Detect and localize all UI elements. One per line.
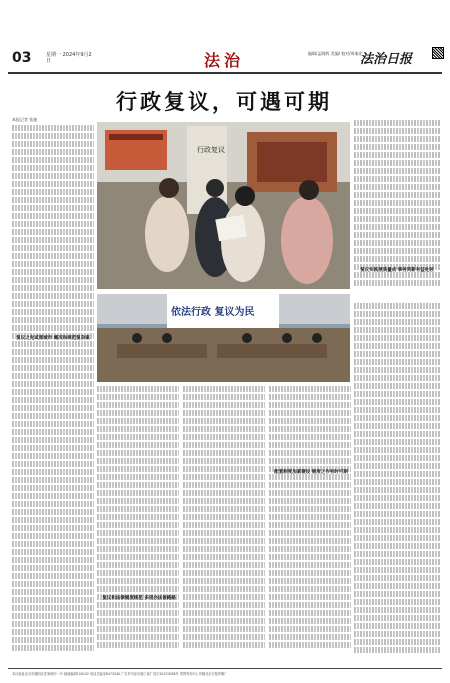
text-line	[354, 391, 440, 397]
text-line	[354, 599, 440, 605]
text-line	[354, 248, 440, 254]
text-line	[354, 399, 440, 405]
text-line	[354, 216, 440, 222]
text-line	[12, 157, 94, 163]
text-line	[12, 429, 94, 435]
text-line	[97, 394, 179, 400]
text-line	[269, 530, 351, 536]
text-line	[183, 482, 265, 488]
text-line	[12, 541, 94, 547]
text-line	[97, 610, 179, 616]
text-line	[354, 144, 440, 150]
text-line	[183, 626, 265, 632]
text-line	[269, 610, 351, 616]
text-line	[183, 418, 265, 424]
text-line	[12, 245, 94, 251]
text-line	[183, 618, 265, 624]
text-column-left	[12, 125, 94, 655]
text-line	[12, 269, 94, 275]
text-line	[12, 629, 94, 635]
text-line	[183, 474, 265, 480]
text-line	[354, 176, 440, 182]
text-line	[12, 453, 94, 459]
text-line	[97, 634, 179, 640]
text-line	[269, 418, 351, 424]
text-line	[183, 426, 265, 432]
text-line	[12, 477, 94, 483]
text-line	[354, 631, 440, 637]
text-line	[354, 343, 440, 349]
text-line	[354, 232, 440, 238]
text-line	[269, 434, 351, 440]
text-line	[183, 538, 265, 544]
text-line	[354, 495, 440, 501]
text-line	[97, 482, 179, 488]
text-line	[12, 141, 94, 147]
text-line	[183, 490, 265, 496]
photo-hearing-room	[97, 294, 350, 382]
text-line	[354, 607, 440, 613]
text-line	[97, 506, 179, 512]
text-line	[183, 586, 265, 592]
text-line	[12, 549, 94, 555]
text-line	[183, 578, 265, 584]
text-line	[354, 303, 440, 309]
text-line	[269, 402, 351, 408]
text-line	[12, 277, 94, 283]
text-line	[97, 466, 179, 472]
text-line	[269, 442, 351, 448]
text-line	[183, 434, 265, 440]
text-line	[183, 570, 265, 576]
text-line	[354, 431, 440, 437]
footer-divider	[8, 668, 442, 669]
text-line	[12, 509, 94, 515]
text-line	[354, 447, 440, 453]
text-line	[12, 133, 94, 139]
text-line	[269, 522, 351, 528]
text-line	[12, 405, 94, 411]
text-line	[269, 506, 351, 512]
text-line	[12, 613, 94, 619]
text-line	[354, 335, 440, 341]
text-line	[183, 506, 265, 512]
text-line	[354, 407, 440, 413]
text-line	[269, 498, 351, 504]
text-line	[354, 208, 440, 214]
text-line	[97, 522, 179, 528]
text-line	[12, 365, 94, 371]
text-line	[97, 618, 179, 624]
text-line	[183, 466, 265, 472]
text-line	[12, 229, 94, 235]
text-line	[354, 567, 440, 573]
text-line	[183, 522, 265, 528]
text-line	[354, 120, 440, 126]
text-line	[354, 224, 440, 230]
text-line	[97, 530, 179, 536]
text-line	[12, 381, 94, 387]
text-line	[354, 591, 440, 597]
text-line	[12, 293, 94, 299]
text-line	[354, 535, 440, 541]
text-line	[183, 394, 265, 400]
text-line	[12, 205, 94, 211]
text-line	[97, 402, 179, 408]
text-line	[12, 605, 94, 611]
text-line	[354, 351, 440, 357]
text-line	[183, 442, 265, 448]
text-line	[269, 618, 351, 624]
text-line	[354, 319, 440, 325]
text-line	[97, 426, 179, 432]
text-line	[269, 634, 351, 640]
text-line	[97, 474, 179, 480]
text-line	[269, 450, 351, 456]
text-line	[97, 562, 179, 568]
text-line	[12, 149, 94, 155]
text-line	[12, 637, 94, 643]
text-line	[12, 493, 94, 499]
text-line	[269, 410, 351, 416]
text-line	[97, 626, 179, 632]
text-column-bottom-1	[97, 386, 179, 655]
editors-credit: 编辑/孟晓辉 美编/ 校对/周秦宏	[308, 51, 363, 56]
text-line	[12, 485, 94, 491]
text-line	[183, 530, 265, 536]
text-line	[269, 426, 351, 432]
text-line	[97, 490, 179, 496]
qr-code-icon	[432, 47, 444, 59]
text-line	[354, 487, 440, 493]
text-line	[12, 357, 94, 363]
text-line	[354, 168, 440, 174]
text-line	[354, 359, 440, 365]
text-line	[97, 642, 179, 648]
text-line	[354, 184, 440, 190]
text-line	[97, 450, 179, 456]
text-line	[97, 434, 179, 440]
text-line	[354, 551, 440, 557]
text-line	[12, 213, 94, 219]
text-line	[269, 578, 351, 584]
text-line	[354, 647, 440, 653]
text-line	[183, 402, 265, 408]
text-line	[183, 610, 265, 616]
text-line	[97, 570, 179, 576]
text-line	[12, 237, 94, 243]
text-line	[354, 383, 440, 389]
text-line	[12, 437, 94, 443]
footer-info: 本社址址北京市朝阳区花家地甲一号 邮政编码100102 电话总编室8473340 广告许可证京朝工商广登字20170058号 零售每份2元 印刷北京日报印刷厂	[12, 672, 228, 676]
text-line	[183, 594, 265, 600]
text-line	[269, 602, 351, 608]
text-line	[354, 280, 440, 286]
hearing-banner-text: 依法行政 复议为民	[171, 307, 255, 318]
text-line	[183, 554, 265, 560]
text-line	[183, 562, 265, 568]
text-line	[97, 602, 179, 608]
text-line	[269, 514, 351, 520]
text-line	[269, 490, 351, 496]
text-line	[183, 642, 265, 648]
text-line	[354, 503, 440, 509]
text-line	[354, 575, 440, 581]
text-line	[354, 415, 440, 421]
text-column-bottom-2	[183, 386, 265, 655]
text-line	[354, 623, 440, 629]
text-line	[97, 578, 179, 584]
text-line	[354, 439, 440, 445]
text-line	[12, 389, 94, 395]
text-line	[354, 527, 440, 533]
text-line	[183, 514, 265, 520]
text-line	[97, 386, 179, 392]
text-line	[12, 397, 94, 403]
text-line	[12, 469, 94, 475]
text-line	[354, 639, 440, 645]
text-line	[269, 386, 351, 392]
text-line	[269, 458, 351, 464]
text-line	[354, 479, 440, 485]
subhead-1: 复议之先试席城市 概况和规范复杂案	[16, 336, 90, 341]
text-line	[269, 482, 351, 488]
text-line	[97, 586, 179, 592]
text-line	[269, 586, 351, 592]
text-line	[12, 581, 94, 587]
article-headline: 行政复议，可遇可期	[116, 89, 332, 114]
issue-date: 星期一 2024年9月2日	[46, 52, 92, 64]
text-line	[269, 570, 351, 576]
text-line	[12, 253, 94, 259]
text-line	[354, 559, 440, 565]
text-line	[354, 327, 440, 333]
text-line	[12, 445, 94, 451]
text-line	[354, 152, 440, 158]
text-line	[354, 160, 440, 166]
text-line	[269, 546, 351, 552]
text-line	[12, 349, 94, 355]
text-line	[269, 538, 351, 544]
text-line	[354, 240, 440, 246]
text-line	[354, 256, 440, 262]
text-line	[354, 455, 440, 461]
text-line	[12, 165, 94, 171]
text-line	[12, 197, 94, 203]
subhead-3: 配套制度加紧建设 制度之作有时可期	[274, 470, 348, 475]
text-line	[12, 525, 94, 531]
text-line	[12, 589, 94, 595]
text-line	[97, 554, 179, 560]
gate-plaque-text: 行政复议	[197, 146, 225, 154]
text-column-right-lower	[354, 303, 440, 655]
text-line	[97, 538, 179, 544]
text-line	[354, 375, 440, 381]
text-line	[354, 423, 440, 429]
text-line	[354, 519, 440, 525]
text-line	[12, 461, 94, 467]
text-line	[12, 533, 94, 539]
newspaper-masthead: 法治日报	[360, 52, 413, 67]
text-line	[269, 626, 351, 632]
text-line	[183, 450, 265, 456]
text-line	[354, 583, 440, 589]
text-line	[12, 421, 94, 427]
text-line	[354, 511, 440, 517]
text-column-bottom-3	[269, 386, 351, 655]
text-line	[97, 410, 179, 416]
text-line	[269, 554, 351, 560]
text-line	[12, 501, 94, 507]
text-line	[269, 562, 351, 568]
text-line	[97, 442, 179, 448]
text-line	[12, 189, 94, 195]
text-line	[354, 311, 440, 317]
text-line	[12, 221, 94, 227]
text-line	[354, 463, 440, 469]
text-line	[12, 621, 94, 627]
text-line	[12, 517, 94, 523]
text-line	[97, 418, 179, 424]
subhead-4: 复议实践展质量成 事务同新有益处较	[360, 268, 434, 273]
photo-mediation-scene	[97, 122, 350, 289]
text-line	[354, 192, 440, 198]
text-line	[12, 261, 94, 267]
text-line	[12, 301, 94, 307]
text-line	[183, 546, 265, 552]
text-line	[183, 458, 265, 464]
text-line	[12, 181, 94, 187]
text-line	[354, 543, 440, 549]
text-line	[97, 514, 179, 520]
subhead-2: 复议和法律制度规范 多项办法普路路	[102, 596, 176, 601]
page-number: 03	[12, 50, 32, 66]
text-line	[12, 125, 94, 131]
text-line	[354, 471, 440, 477]
text-line	[12, 597, 94, 603]
text-line	[183, 386, 265, 392]
text-line	[12, 573, 94, 579]
text-line	[97, 458, 179, 464]
text-line	[183, 602, 265, 608]
text-line	[354, 615, 440, 621]
text-line	[12, 317, 94, 323]
article-byline: 本报记者 张驰	[12, 117, 38, 122]
text-line	[354, 200, 440, 206]
text-line	[12, 413, 94, 419]
text-line	[12, 565, 94, 571]
page-header	[8, 44, 442, 70]
text-line	[12, 373, 94, 379]
text-line	[183, 634, 265, 640]
text-line	[354, 367, 440, 373]
text-line	[12, 285, 94, 291]
text-line	[354, 128, 440, 134]
text-line	[12, 309, 94, 315]
text-line	[97, 498, 179, 504]
text-line	[97, 546, 179, 552]
header-divider	[8, 72, 442, 74]
text-line	[183, 410, 265, 416]
text-line	[12, 557, 94, 563]
text-line	[12, 325, 94, 331]
text-line	[269, 642, 351, 648]
text-line	[269, 594, 351, 600]
text-line	[12, 645, 94, 651]
text-line	[269, 394, 351, 400]
text-line	[183, 498, 265, 504]
text-line	[12, 173, 94, 179]
section-title: 法治	[204, 51, 245, 70]
text-line	[354, 136, 440, 142]
